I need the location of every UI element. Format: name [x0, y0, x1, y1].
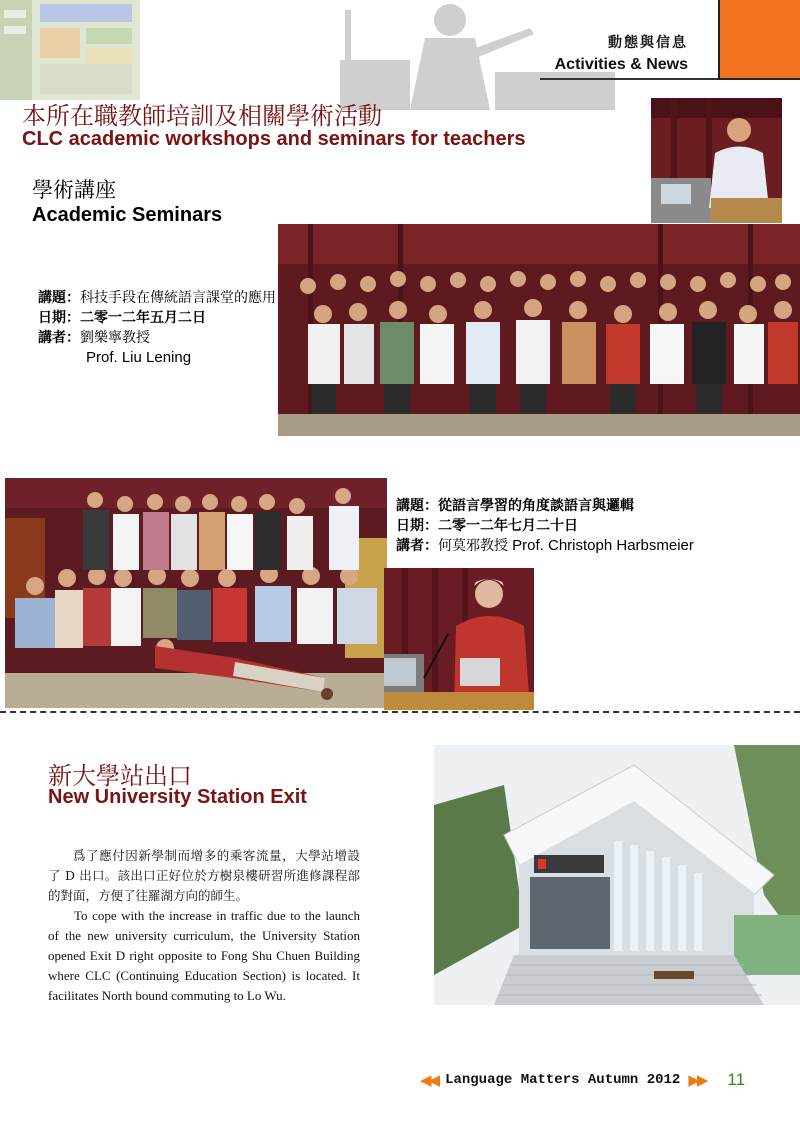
speaker-harbsmeier-photo	[384, 568, 534, 710]
seminar1-speaker-en: Prof. Liu Lening	[86, 349, 192, 366]
section-heading-english: Activities & News	[554, 56, 688, 73]
seminar2-date-key: 日期：	[396, 518, 438, 534]
page-footer	[420, 1070, 745, 1090]
seminar2-topic-value: 從語言學習的角度談語言與邏輯	[438, 498, 634, 514]
seminar1-speaker-key: 講者：	[38, 330, 80, 346]
section-heading-chinese: 動態與信息	[608, 35, 688, 51]
seminar2-info	[396, 496, 796, 556]
seminar2-speaker-key: 講者：	[396, 538, 438, 554]
section-divider	[0, 711, 800, 713]
header-rule	[540, 78, 720, 80]
station-exit-photo	[434, 745, 800, 1005]
left-arrows-icon: ◀◀	[420, 1072, 438, 1089]
station-title-chinese: 新大學站出口	[48, 762, 192, 790]
newsletter-title: Language Matters Autumn 2012	[445, 1072, 681, 1088]
seminar1-info	[38, 288, 278, 368]
station-paragraph-chinese: 爲了應付因新學制而增多的乘客流量，大學站增設了 D 出口。該出口正好位於方樹泉樓研習所進修課程部的對面，方便了往羅湖方向的師生。	[48, 848, 360, 903]
workshops-title-english: CLC academic workshops and seminars for teachers	[22, 128, 526, 150]
orange-corner-block	[718, 0, 800, 80]
seminar1-date-value: 二零一二年五月二日	[80, 310, 206, 326]
seminars-subtitle-chinese: 學術講座	[32, 178, 116, 202]
speaker-liu-photo	[651, 98, 782, 223]
seminar1-topic-key: 講題：	[38, 290, 80, 306]
right-arrows-icon: ▶▶	[688, 1072, 706, 1089]
newsletter-thumbnail-image	[0, 0, 140, 100]
workshops-title-chinese: 本所在職教師培訓及相關學術活動	[22, 102, 382, 130]
seminar2-topic-key: 講題：	[396, 498, 438, 514]
seminar2-group-photo	[5, 478, 387, 708]
station-paragraph-english: To cope with the increase in traffic due to the launch of the new university curriculum, the University Station opened Exit D right opposite to Fong Shu Chuen Building where CLC (Continuing Education Section) is located. It facilitates North bound commuting to Lo Wu.	[48, 908, 360, 1003]
page-number: 11	[727, 1070, 746, 1089]
teacher-silhouette-graphic	[330, 0, 630, 110]
seminar1-date-key: 日期：	[38, 310, 80, 326]
station-title-english: New University Station Exit	[48, 786, 307, 808]
seminars-subtitle-english: Academic Seminars	[32, 204, 223, 226]
seminar1-topic-value: 科技手段在傳統語言課堂的應用	[80, 290, 276, 306]
seminar2-speaker-zh: 何莫邪教授	[438, 538, 508, 554]
seminar2-date-value: 二零一二年七月二十日	[438, 518, 578, 534]
seminar2-speaker-en: Prof. Christoph Harbsmeier	[508, 537, 694, 554]
seminar1-speaker-zh: 劉樂寧教授	[80, 330, 150, 346]
seminar1-group-photo	[278, 224, 800, 436]
